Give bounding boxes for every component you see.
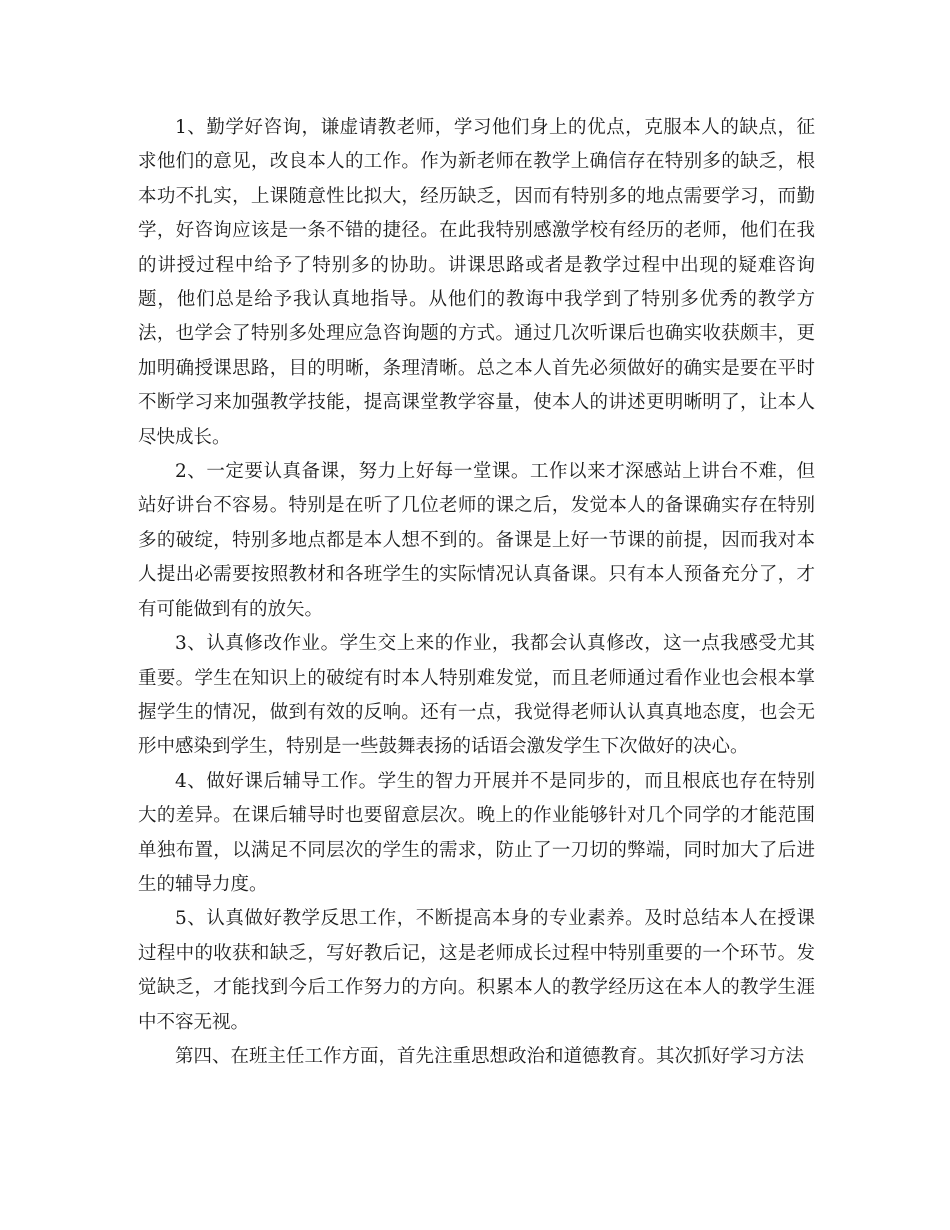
paragraph-after-class-tutoring: 4、做好课后辅导工作。学生的智力开展并不是同步的，而且根底也存在特别大的差异。在课后辅导时也要留意层次。晚上的作业能够针对几个同学的才能范围单独布置，以满足不同层次的学生的需求，防止了一刀切的弊端，同时加大了后进生的辅导力度。: [138, 770, 815, 895]
paragraph-teaching-reflection: 5、认真做好教学反思工作，不断提高本身的专业素养。及时总结本人在授课过程中的收获和缺乏，写好教后记，这是老师成长过程中特别重要的一个环节。发觉缺乏，才能找到今后工作努力的方向。积累本人的教学经历这在本人的教学生涯中不容无视。: [138, 908, 815, 1033]
paragraph-homework-correction: 3、认真修改作业。学生交上来的作业，我都会认真修改，这一点我感受尤其重要。学生在知识上的破绽有时本人特别难发觉，而且老师通过看作业也会根本掌握学生的情况，做到有效的反响。还有一点，我觉得老师认认真真地态度，也会无形中感染到学生，特别是一些鼓舞表扬的话语会激发学生下次做好的决心。: [138, 633, 815, 758]
paragraph-lesson-preparation: 2、一定要认真备课，努力上好每一堂课。工作以来才深感站上讲台不难，但站好讲台不容易。特别是在听了几位老师的课之后，发觉本人的备课确实存在特别多的破绽，特别多地点都是本人想不到的。备课是上好一节课的前提，因而我对本人提出必需要按照教材和各班学生的实际情况认真备课。只有本人预备充分了，才有可能做到有的放矢。: [138, 461, 815, 620]
paragraph-ask-teachers: 1、勤学好咨询，谦虚请教老师，学习他们身上的优点，克服本人的缺点，征求他们的意见，改良本人的工作。作为新老师在教学上确信存在特别多的缺乏，根本功不扎实，上课随意性比拟大，经历缺乏，因而有特别多的地点需要学习，而勤学，好咨询应该是一条不错的捷径。在此我特别感激学校有经历的老师，他们在我的讲授过程中给予了特别多的协助。讲课思路或者是教学过程中出现的疑难咨询题，他们总是给予我认真地指导。从他们的教诲中我学到了特别多优秀的教学方法，也学会了特别多处理应急咨询题的方式。通过几次听课后也确实收获颇丰，更加明确授课思路，目的明晰，条理清晰。总之本人首先必须做好的确实是要在平时不断学习来加强教学技能，提高课堂教学容量，使本人的讲述更明晰明了，让本人尽快成长。: [138, 117, 815, 448]
document-body: [138, 111, 815, 1074]
paragraph-class-teacher-work: 第四、在班主任工作方面，首先注重思想政治和道德教育。其次抓好学习方法: [175, 1045, 805, 1067]
